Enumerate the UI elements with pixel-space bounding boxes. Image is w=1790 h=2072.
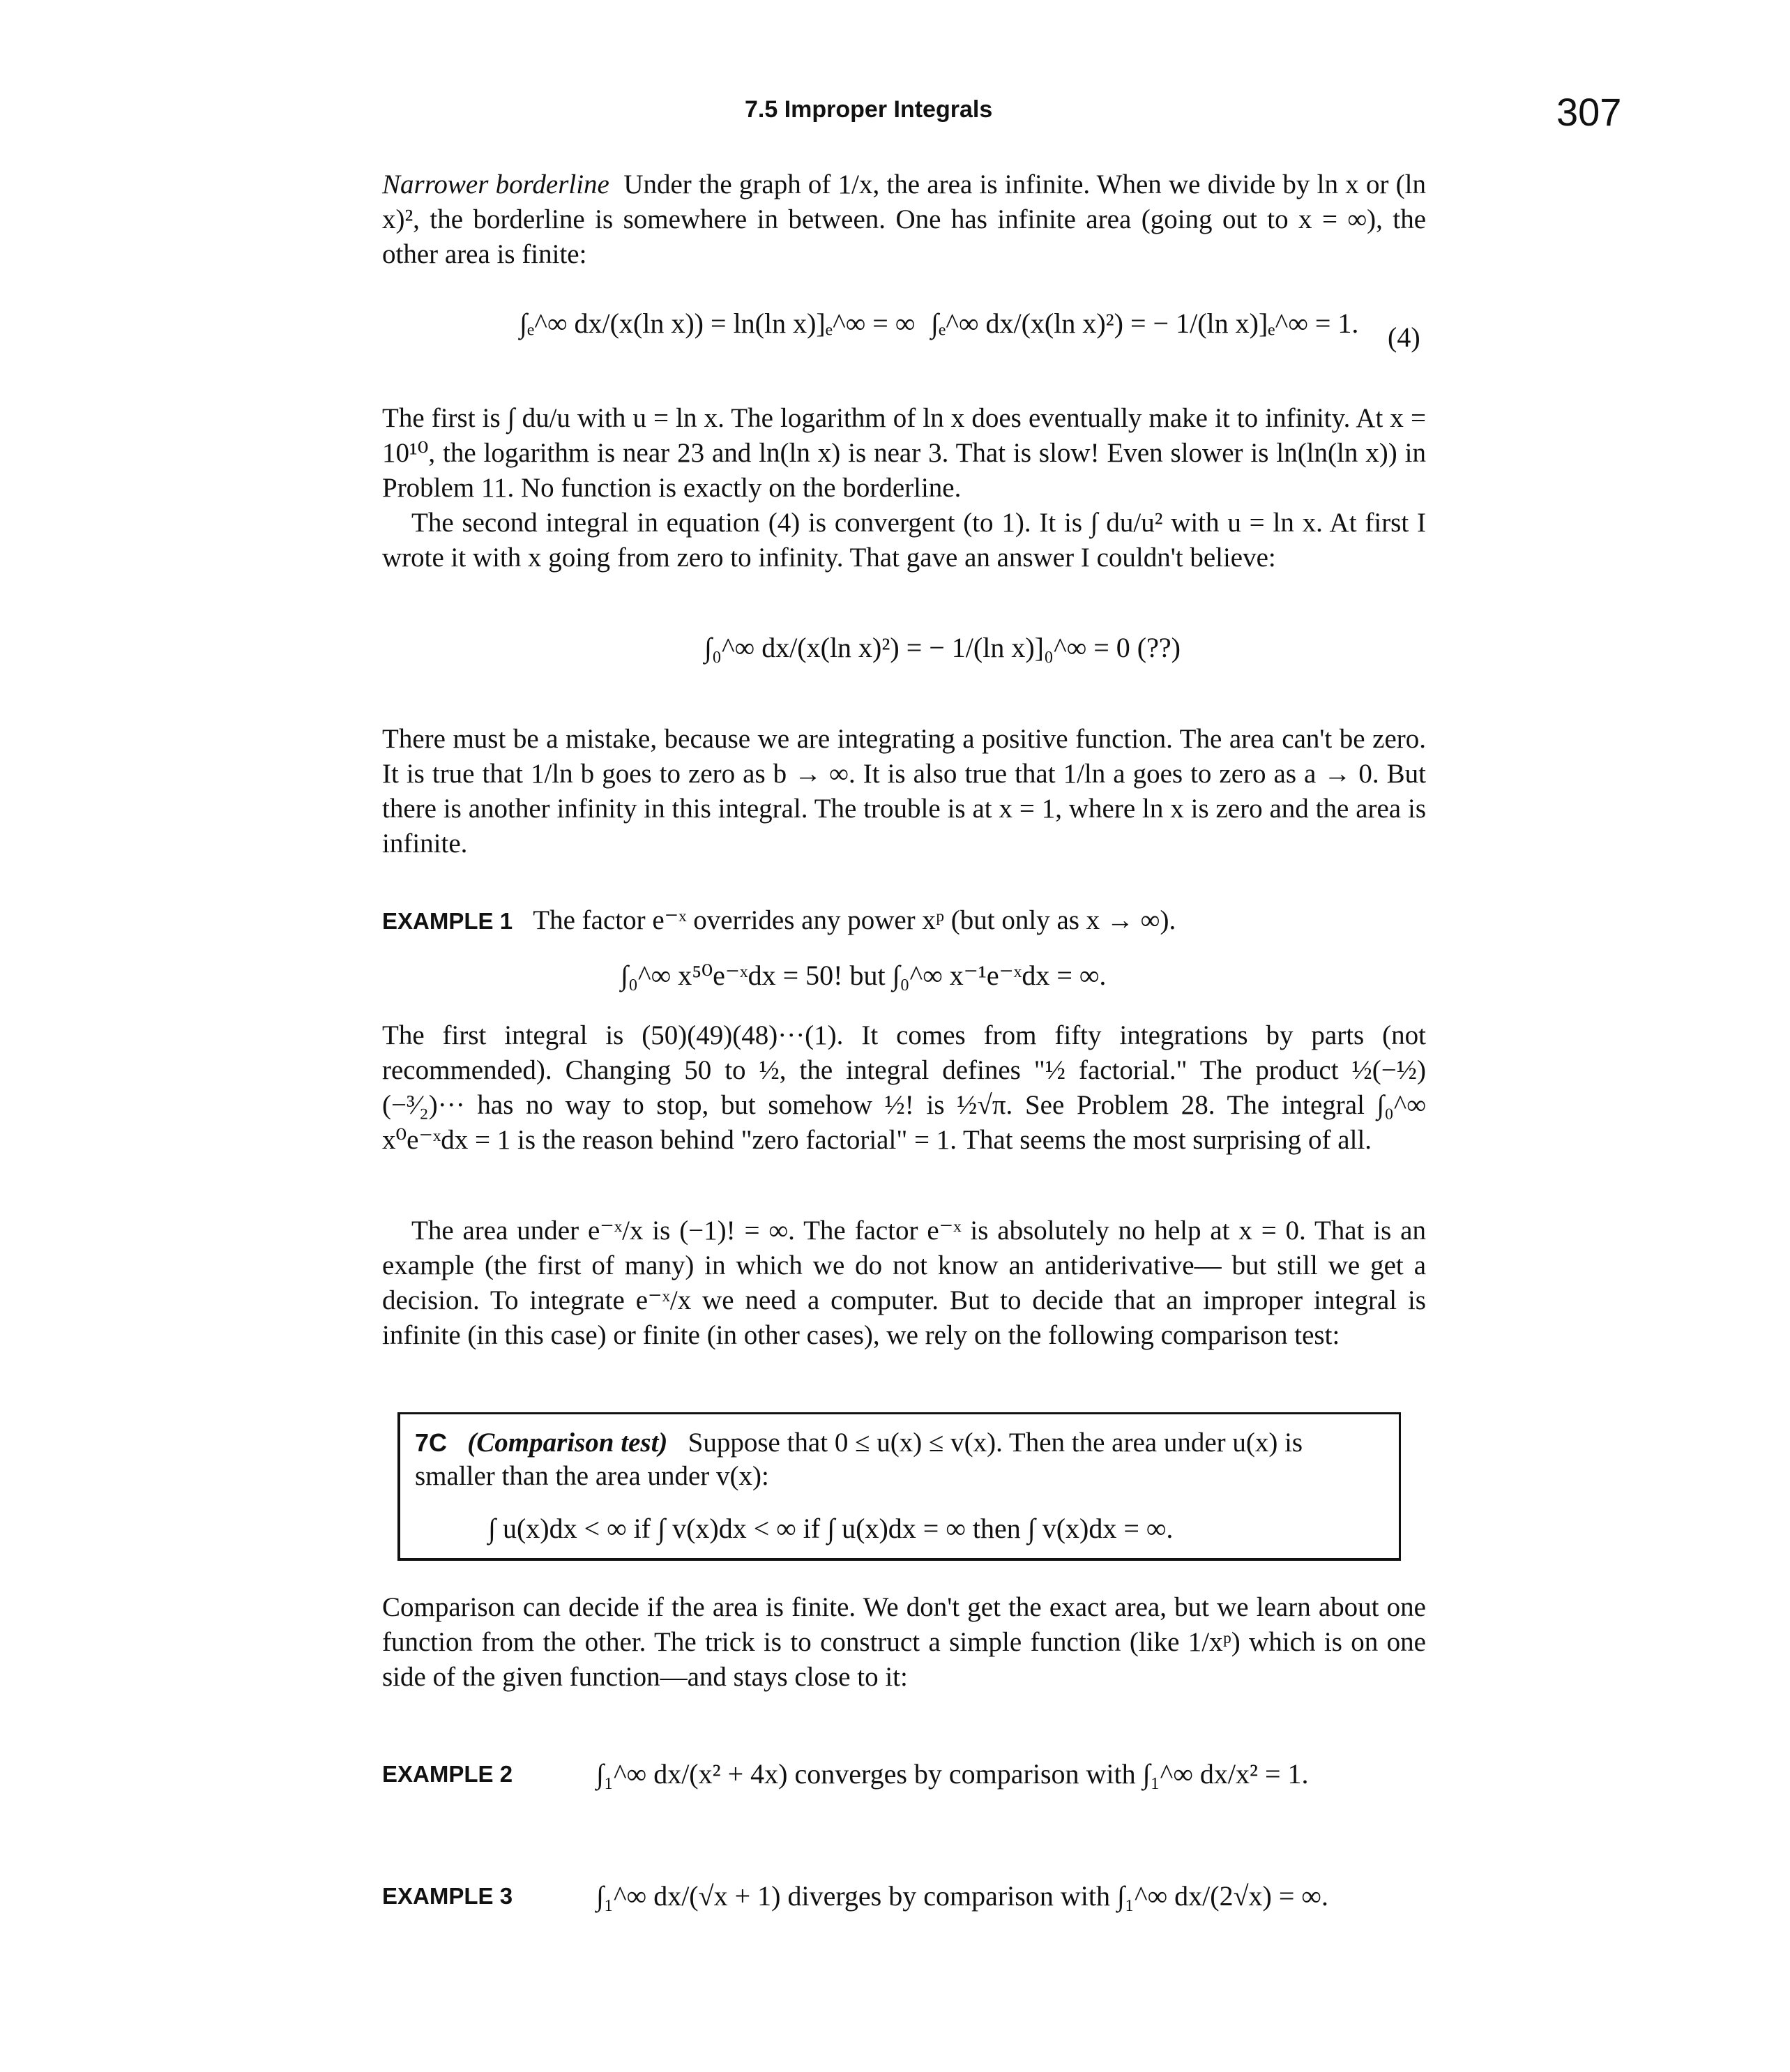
running-header: 7.5 Improper Integrals xyxy=(745,96,993,123)
paragraph-area-under xyxy=(382,1213,1426,1353)
paragraph-factorial xyxy=(382,1018,1426,1158)
equation-4-right: ∫ₑ^∞ dx/(x(ln x)²) = − 1/(ln x)]ₑ^∞ = 1. xyxy=(931,308,1359,339)
equation-wrong-integral: ∫₀^∞ dx/(x(ln x)²) = − 1/(ln x)]₀^∞ = 0 (??) xyxy=(704,632,1181,663)
page-number: 307 xyxy=(1556,90,1622,134)
example-text: The factor e⁻ˣ overrides any power xᵖ (but only as x → ∞). xyxy=(533,905,1176,935)
example-3-label: EXAMPLE 3 xyxy=(382,1883,513,1909)
example-2-equation: ∫₁^∞ dx/(x² + 4x) converges by comparison with ∫₁^∞ dx/x² = 1. xyxy=(596,1758,1309,1790)
paragraph-first-integral xyxy=(382,401,1426,575)
paragraph-text: The first is ∫ du/u with u = ln x. The logarithm of ln x does eventually make it to infinity. At x = 10¹⁰, the logarithm is near 23 and ln(ln x) is near 3. That is slow! Even slower is ln(ln(ln x)) in Problem 11. No function is exactly on the borderline. xyxy=(382,403,1426,503)
paragraph-comparison xyxy=(382,1590,1426,1695)
paragraph-lead: Narrower borderline xyxy=(382,169,609,199)
paragraph-text: There must be a mistake, because we are integrating a positive function. The area can't be zero. It is true that 1/ln b goes to zero as b → ∞. It is also true that 1/ln a goes to zero as a → 0. But there is another infinity in this integral. The trouble is at x = 1, where ln x is zero and the area is infinite. xyxy=(382,724,1426,859)
theorem-label: 7C xyxy=(415,1428,448,1457)
equation-4-left: ∫ₑ^∞ dx/(x(ln x)) = ln(ln x)]ₑ^∞ = ∞ xyxy=(519,308,916,339)
equation-number: (4) xyxy=(1388,322,1420,353)
example-1 xyxy=(382,903,1426,939)
paragraph-mistake xyxy=(382,722,1426,861)
paragraph-text: Comparison can decide if the area is finite. We don't get the exact area, but we learn about one function from the other. The trick is to construct a simple function (like 1/xᵖ) which is on one side of the given function—and stays close to it: xyxy=(382,1592,1426,1692)
paragraph-second-integral: The second integral in equation (4) is convergent (to 1). It is ∫ du/u² with u = ln x. At first I wrote it with x going from zero to infinity. That gave an answer I couldn't believe: xyxy=(382,508,1426,573)
example-2-label: EXAMPLE 2 xyxy=(382,1761,513,1787)
paragraph-text: The first integral is (50)(49)(48)···(1). It comes from fifty integrations by parts (not recommended). Changing 50 to ½, the integral defines "½ factorial." The product ½(−½)(−³⁄₂)··· has no way to stop, but somehow ½! is ½√π. See Problem 28. The integral ∫₀^∞ x⁰e⁻ˣdx = 1 is the reason behind "zero factorial" = 1. That seems the most surprising of all. xyxy=(382,1020,1426,1155)
example-1-equation: ∫₀^∞ x⁵⁰e⁻ˣdx = 50! but ∫₀^∞ x⁻¹e⁻ˣdx = ∞. xyxy=(621,960,1107,991)
paragraph-text: The area under e⁻ˣ/x is (−1)! = ∞. The factor e⁻ˣ is absolutely no help at x = 0. That is an example (the first of many) in which we do not know an antiderivative— but still we get a decision. To integrate e⁻ˣ/x we need a computer. But to decide that an improper integral is infinite (in this case) or finite (in other cases), we rely on the following comparison test: xyxy=(382,1216,1426,1350)
example-label: EXAMPLE 1 xyxy=(382,908,513,934)
paragraph-text: Under the graph of 1/x, the area is infinite. When we divide by ln x or (ln x)², the borderline is somewhere in between. One has infinite area (going out to x = ∞), the other area is finite: xyxy=(382,169,1426,269)
example-3-equation: ∫₁^∞ dx/(√x + 1) diverges by comparison with ∫₁^∞ dx/(2√x) = ∞. xyxy=(596,1880,1328,1912)
paragraph-narrower-borderline xyxy=(382,167,1426,272)
theorem-comparison-test xyxy=(415,1426,1384,1493)
theorem-name: (Comparison test) xyxy=(467,1428,668,1458)
theorem-text: Suppose that 0 ≤ u(x) ≤ v(x). Then the area under u(x) is smaller than the area under v(x): xyxy=(415,1428,1303,1491)
theorem-equation: ∫ u(x)dx < ∞ if ∫ v(x)dx < ∞ if ∫ u(x)dx = ∞ then ∫ v(x)dx = ∞. xyxy=(488,1513,1174,1544)
